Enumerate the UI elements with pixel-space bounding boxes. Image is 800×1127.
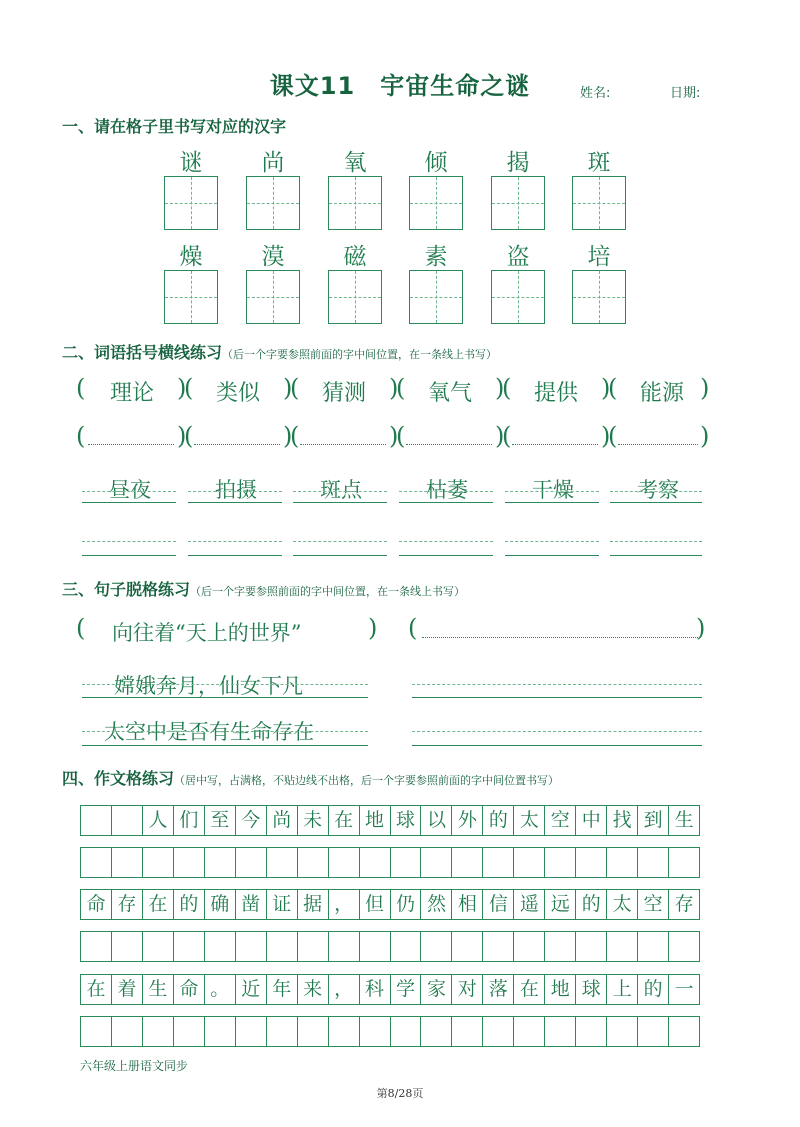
practice-blank[interactable] — [422, 637, 698, 638]
practice-underline[interactable] — [399, 555, 493, 556]
grid-cell[interactable]: 科 — [360, 975, 391, 1004]
grid-cell[interactable] — [576, 848, 607, 877]
grid-cell[interactable]: 在 — [514, 975, 545, 1004]
grid-cell[interactable] — [205, 932, 236, 961]
writing-box[interactable] — [164, 176, 218, 230]
close-paren: ) — [700, 422, 710, 450]
bracket-word: 理论 — [109, 381, 154, 406]
close-paren: ) — [700, 374, 710, 402]
underline — [505, 502, 599, 503]
char-label: 氧 — [343, 150, 367, 176]
date-label: 日期: — [670, 86, 701, 101]
close-paren: ) — [283, 422, 293, 450]
grid-cell[interactable]: 太 — [514, 806, 545, 835]
practice-blank[interactable] — [406, 444, 492, 445]
writing-box[interactable] — [491, 176, 545, 230]
grid-cell[interactable]: 地 — [360, 806, 391, 835]
grid-cell[interactable] — [483, 848, 514, 877]
guide-line — [293, 491, 387, 492]
grid-cell[interactable] — [514, 1017, 545, 1046]
grid-cell[interactable] — [391, 1017, 422, 1046]
grid-cell[interactable]: 未 — [298, 806, 329, 835]
bracket-word: 能源 — [639, 381, 684, 406]
grid-cell[interactable] — [112, 932, 143, 961]
section4-title: 四、作文格练习 — [62, 769, 175, 788]
underline — [82, 697, 368, 698]
grid-cell[interactable] — [267, 1017, 298, 1046]
grid-cell[interactable] — [545, 1017, 576, 1046]
grid-cell[interactable]: 到 — [638, 806, 669, 835]
line-word: 枯萎 — [426, 478, 468, 502]
grid-cell[interactable] — [112, 806, 143, 835]
open-paren: ( — [408, 614, 418, 642]
grid-cell[interactable]: 在 — [329, 806, 360, 835]
practice-underline[interactable] — [412, 745, 702, 746]
practice-blank[interactable] — [618, 444, 698, 445]
close-paren: ) — [601, 374, 611, 402]
practice-blank[interactable] — [300, 444, 386, 445]
grid-cell[interactable] — [298, 1017, 329, 1046]
section2-heading — [62, 340, 497, 363]
guide-line — [505, 491, 599, 492]
close-paren: ) — [495, 374, 505, 402]
grid-cell[interactable]: 着 — [112, 975, 143, 1004]
open-paren: ( — [396, 422, 406, 450]
grid-cell[interactable] — [638, 932, 669, 961]
grid-cell[interactable]: 球 — [391, 806, 422, 835]
grid-cell[interactable]: 信 — [483, 890, 514, 919]
grid-cell[interactable]: ， — [329, 890, 360, 919]
char-label: 漠 — [261, 244, 285, 270]
char-label: 培 — [587, 244, 611, 270]
practice-blank[interactable] — [512, 444, 598, 445]
char-label: 盗 — [506, 244, 530, 270]
open-paren: ( — [290, 374, 300, 402]
section2-note: （后一个字要参照前面的字中间位置，在一条线上书写） — [222, 348, 498, 361]
bracket-sentence: 向往着“天上的世界” — [112, 621, 302, 645]
guide-line — [399, 491, 493, 492]
grid-cell[interactable] — [391, 932, 422, 961]
grid-cell[interactable] — [143, 1017, 174, 1046]
grid-cell[interactable] — [421, 932, 452, 961]
grid-cell[interactable]: 找 — [607, 806, 638, 835]
close-paren: ) — [601, 422, 611, 450]
grid-cell[interactable]: 地 — [545, 975, 576, 1004]
grid-cell[interactable] — [514, 932, 545, 961]
open-paren: ( — [608, 374, 618, 402]
grid-cell[interactable] — [421, 848, 452, 877]
grid-cell[interactable] — [669, 848, 699, 877]
grid-cell[interactable] — [112, 1017, 143, 1046]
grid-cell[interactable] — [236, 848, 267, 877]
composition-row[interactable] — [80, 974, 700, 1005]
close-paren: ) — [368, 614, 378, 642]
char-label: 谜 — [179, 150, 203, 176]
open-paren: ( — [184, 422, 194, 450]
grid-cell[interactable]: 存 — [112, 890, 143, 919]
section1-heading: 一、请在格子里书写对应的汉字 — [62, 117, 287, 136]
guide-line — [610, 491, 702, 492]
grid-cell[interactable]: 命 — [174, 975, 205, 1004]
grid-cell[interactable]: 的 — [576, 890, 607, 919]
open-paren: ( — [76, 422, 86, 450]
grid-cell[interactable] — [545, 848, 576, 877]
grid-cell[interactable]: 一 — [674, 978, 694, 1000]
underline — [82, 502, 176, 503]
grid-cell[interactable] — [607, 932, 638, 961]
grid-cell[interactable]: 球 — [576, 975, 607, 1004]
practice-underline[interactable] — [412, 697, 702, 698]
grid-cell[interactable] — [329, 1017, 360, 1046]
grid-cell[interactable]: 家 — [421, 975, 452, 1004]
grid-cell[interactable] — [205, 848, 236, 877]
open-paren: ( — [184, 374, 194, 402]
grid-cell[interactable] — [205, 1017, 236, 1046]
grid-cell[interactable]: 在 — [81, 975, 112, 1004]
line-word: 干燥 — [532, 478, 574, 502]
practice-guide-line[interactable] — [412, 684, 702, 685]
practice-blank[interactable] — [88, 444, 174, 445]
grid-cell[interactable]: 尚 — [267, 806, 298, 835]
char-label: 揭 — [506, 150, 530, 176]
grid-cell[interactable] — [360, 848, 391, 877]
grid-cell[interactable]: 生 — [143, 975, 174, 1004]
practice-guide-line[interactable] — [610, 541, 702, 542]
grid-cell[interactable] — [267, 932, 298, 961]
grid-cell[interactable] — [452, 1017, 483, 1046]
grid-cell[interactable]: 确 — [205, 890, 236, 919]
grid-cell[interactable]: 学 — [391, 975, 422, 1004]
grid-cell[interactable]: 生 — [674, 809, 694, 831]
grid-cell[interactable] — [607, 1017, 638, 1046]
grid-cell[interactable] — [669, 1017, 699, 1046]
grid-cell[interactable] — [143, 848, 174, 877]
writing-box[interactable] — [328, 270, 382, 324]
bracket-word: 类似 — [215, 381, 260, 406]
writing-box[interactable] — [572, 270, 626, 324]
grid-cell[interactable]: 对 — [452, 975, 483, 1004]
grid-cell[interactable]: 凿 — [236, 890, 267, 919]
practice-underline[interactable] — [610, 555, 702, 556]
grid-cell[interactable] — [298, 848, 329, 877]
composition-row[interactable] — [80, 931, 700, 962]
grid-cell[interactable]: 年 — [267, 975, 298, 1004]
guide-line — [82, 684, 368, 685]
grid-cell[interactable]: 空 — [545, 806, 576, 835]
char-label: 磁 — [343, 244, 367, 270]
practice-guide-line[interactable] — [412, 731, 702, 732]
grid-cell[interactable] — [329, 848, 360, 877]
grid-cell[interactable] — [267, 848, 298, 877]
composition-row[interactable] — [80, 889, 700, 920]
grid-cell[interactable] — [483, 1017, 514, 1046]
char-label: 倾 — [424, 150, 448, 176]
writing-box[interactable] — [246, 176, 300, 230]
close-paren: ) — [696, 614, 706, 642]
open-paren: ( — [608, 422, 618, 450]
practice-guide-line[interactable] — [188, 541, 282, 542]
grid-cell[interactable] — [81, 1017, 112, 1046]
grade-label: 六年级上册语文同步 — [80, 1059, 189, 1073]
close-paren: ) — [283, 374, 293, 402]
grid-cell[interactable]: 仍 — [391, 890, 422, 919]
grid-cell[interactable] — [143, 932, 174, 961]
grid-cell[interactable]: 但 — [360, 890, 391, 919]
open-paren: ( — [502, 422, 512, 450]
grid-cell[interactable]: 存 — [674, 893, 694, 915]
grid-cell[interactable]: 相 — [452, 890, 483, 919]
grid-cell[interactable]: 远 — [545, 890, 576, 919]
grid-cell[interactable]: 们 — [174, 806, 205, 835]
grid-cell[interactable]: 今 — [236, 806, 267, 835]
grid-cell[interactable] — [452, 848, 483, 877]
guide-line — [82, 491, 176, 492]
grid-cell[interactable]: 据 — [298, 890, 329, 919]
open-paren: ( — [290, 422, 300, 450]
grid-cell[interactable] — [360, 932, 391, 961]
guide-line — [188, 491, 282, 492]
grid-cell[interactable]: 太 — [607, 890, 638, 919]
char-label: 素 — [424, 244, 448, 270]
practice-underline[interactable] — [505, 555, 599, 556]
sentence-2: 太空中是否有生命存在 — [104, 720, 314, 744]
practice-guide-line[interactable] — [505, 541, 599, 542]
grid-cell[interactable] — [236, 932, 267, 961]
grid-cell[interactable] — [112, 848, 143, 877]
practice-guide-line[interactable] — [399, 541, 493, 542]
writing-box[interactable] — [246, 270, 300, 324]
writing-box[interactable] — [409, 270, 463, 324]
grid-cell[interactable] — [576, 1017, 607, 1046]
grid-cell[interactable] — [174, 848, 205, 877]
open-paren: ( — [76, 374, 86, 402]
grid-cell[interactable]: 然 — [421, 890, 452, 919]
sentence-1: 嫦娥奔月，仙女下凡 — [114, 674, 303, 698]
line-word: 斑点 — [320, 478, 362, 502]
composition-row[interactable] — [80, 1016, 700, 1047]
grid-cell[interactable] — [545, 932, 576, 961]
grid-cell[interactable] — [607, 848, 638, 877]
line-word: 拍摄 — [215, 478, 257, 502]
close-paren: ) — [177, 422, 187, 450]
writing-box[interactable] — [409, 176, 463, 230]
grid-cell[interactable]: 空 — [638, 890, 669, 919]
close-paren: ) — [389, 374, 399, 402]
grid-cell[interactable]: 来 — [298, 975, 329, 1004]
grid-cell[interactable] — [174, 932, 205, 961]
open-paren: ( — [396, 374, 406, 402]
composition-row[interactable] — [80, 805, 700, 836]
grid-cell[interactable] — [483, 932, 514, 961]
close-paren: ) — [495, 422, 505, 450]
section4-heading — [62, 766, 559, 789]
grid-cell[interactable] — [81, 848, 112, 877]
grid-cell[interactable]: 以 — [421, 806, 452, 835]
practice-underline[interactable] — [82, 555, 176, 556]
grid-cell[interactable]: 上 — [607, 975, 638, 1004]
grid-cell[interactable] — [421, 1017, 452, 1046]
underline — [293, 502, 387, 503]
grid-cell[interactable] — [391, 848, 422, 877]
section2-title: 二、词语括号横线练习 — [62, 343, 223, 362]
grid-cell[interactable]: ， — [329, 975, 360, 1004]
char-label: 斑 — [587, 150, 611, 176]
grid-cell[interactable]: 近 — [236, 975, 267, 1004]
close-paren: ) — [177, 374, 187, 402]
practice-underline[interactable] — [188, 555, 282, 556]
practice-underline[interactable] — [293, 555, 387, 556]
grid-cell[interactable] — [638, 1017, 669, 1046]
grid-cell[interactable]: 命 — [81, 890, 112, 919]
writing-box[interactable] — [572, 176, 626, 230]
grid-cell[interactable]: 中 — [576, 806, 607, 835]
underline — [610, 502, 702, 503]
grid-cell[interactable]: 。 — [205, 975, 236, 1004]
grid-cell[interactable]: 遥 — [514, 890, 545, 919]
grid-cell[interactable] — [298, 932, 329, 961]
grid-cell[interactable]: 的 — [638, 975, 669, 1004]
underline — [188, 502, 282, 503]
grid-cell[interactable] — [514, 848, 545, 877]
page-number: 第8/28页 — [376, 1087, 424, 1100]
grid-cell[interactable]: 至 — [205, 806, 236, 835]
practice-blank[interactable] — [194, 444, 280, 445]
underline — [82, 745, 368, 746]
grid-cell[interactable] — [452, 932, 483, 961]
char-label: 燥 — [179, 244, 203, 270]
grid-cell[interactable]: 落 — [483, 975, 514, 1004]
guide-line — [82, 731, 368, 732]
close-paren: ) — [389, 422, 399, 450]
line-word: 考察 — [637, 478, 679, 502]
section3-heading — [62, 577, 465, 600]
grid-cell[interactable] — [669, 932, 699, 961]
grid-cell[interactable]: 的 — [483, 806, 514, 835]
grid-cell[interactable] — [638, 848, 669, 877]
line-word: 昼夜 — [109, 478, 151, 502]
open-paren: ( — [76, 614, 86, 642]
composition-row[interactable] — [80, 847, 700, 878]
section4-note: （居中写，占满格，不贴边线不出格，后一个字要参照前面的字中间位置书写） — [174, 774, 560, 787]
practice-guide-line[interactable] — [82, 541, 176, 542]
underline — [399, 502, 493, 503]
grid-cell[interactable] — [236, 1017, 267, 1046]
grid-cell[interactable] — [174, 1017, 205, 1046]
bracket-word: 提供 — [533, 381, 578, 406]
bracket-word: 猜测 — [321, 381, 366, 406]
grid-cell[interactable]: 在 — [143, 890, 174, 919]
section3-note: （后一个字要参照前面的字中间位置，在一条线上书写） — [190, 585, 466, 598]
writing-box[interactable] — [328, 176, 382, 230]
open-paren: ( — [502, 374, 512, 402]
name-label: 姓名: — [580, 86, 611, 101]
grid-cell[interactable] — [81, 932, 112, 961]
bracket-word: 氧气 — [427, 381, 472, 406]
grid-cell[interactable]: 证 — [267, 890, 298, 919]
writing-box[interactable] — [164, 270, 218, 324]
writing-box[interactable] — [491, 270, 545, 324]
char-label: 尚 — [261, 150, 285, 176]
grid-cell[interactable]: 的 — [174, 890, 205, 919]
grid-cell[interactable] — [81, 806, 112, 835]
grid-cell[interactable] — [360, 1017, 391, 1046]
grid-cell[interactable] — [576, 932, 607, 961]
grid-cell[interactable]: 人 — [143, 806, 174, 835]
page-title: 课文11 宇宙生命之谜 — [269, 72, 531, 100]
grid-cell[interactable] — [329, 932, 360, 961]
section3-title: 三、句子脱格练习 — [62, 580, 191, 599]
grid-cell[interactable]: 外 — [452, 806, 483, 835]
practice-guide-line[interactable] — [293, 541, 387, 542]
